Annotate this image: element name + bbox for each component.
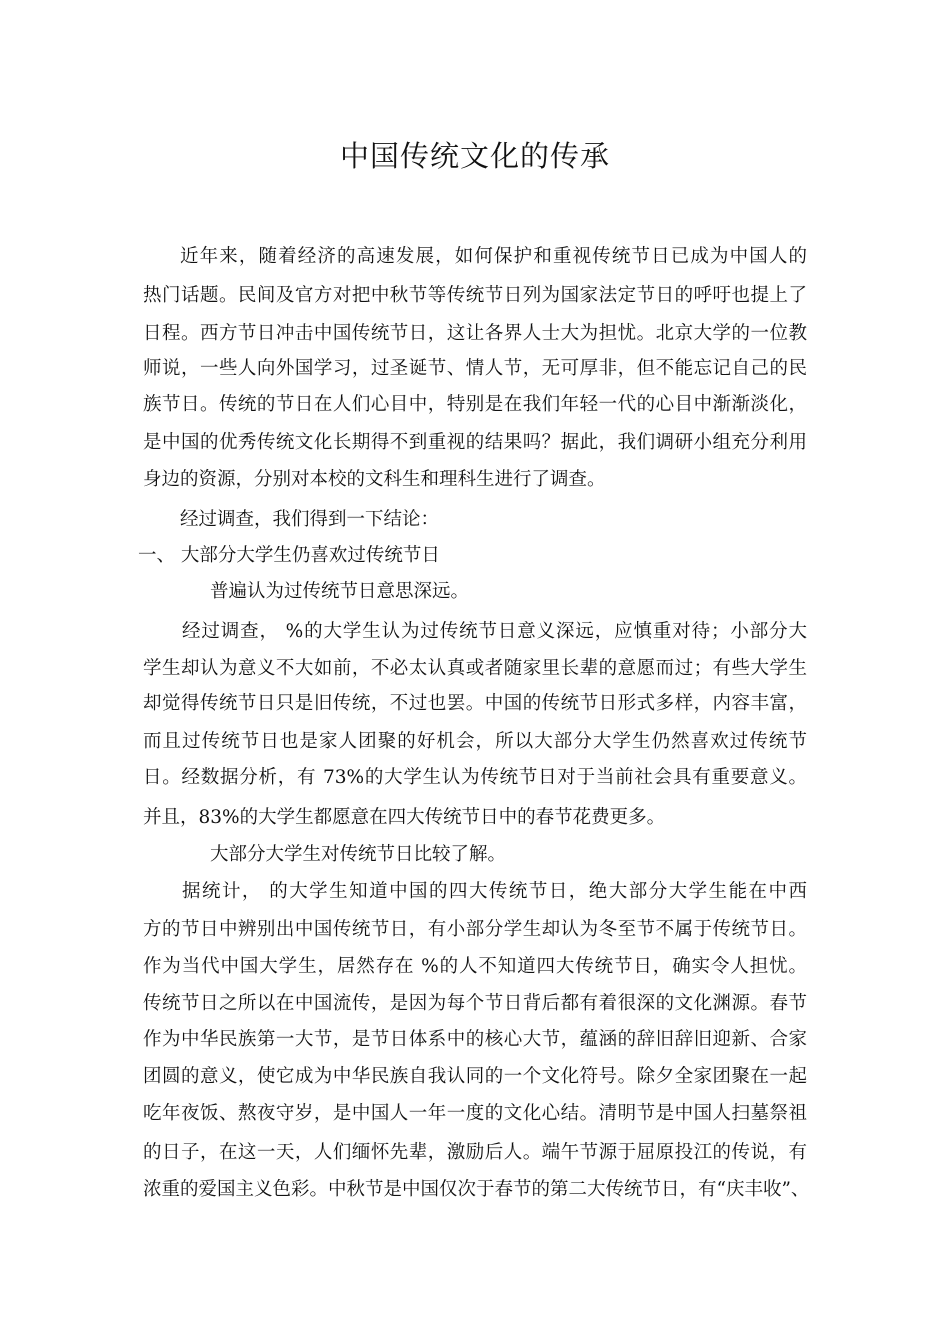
paragraph-line: 作为中华民族第一大节，是节日体系中的核心大节，蕴涵的辞旧辞旧迎新、合家	[143, 1029, 807, 1050]
subsection-heading: 普遍认为过传统节日意思深远。	[210, 581, 470, 602]
paragraph-line: 身边的资源，分别对本校的文科生和理科生进行了调查。	[143, 469, 606, 490]
paragraph-line: 并且，83%的大学生都愿意在四大传统节日中的春节花费更多。	[143, 807, 666, 828]
paragraph-line: 学生却认为意义不大如前，不必太认真或者随家里长辈的意愿而过；有些大学生	[143, 658, 807, 679]
subsection-heading: 大部分大学生对传统节日比较了解。	[210, 844, 507, 865]
paragraph-line: 族节日。传统的节日在人们心目中，特别是在我们年轻一代的心目中渐渐淡化，	[143, 394, 807, 415]
paragraph-line: 是中国的优秀传统文化长期得不到重视的结果吗？据此，我们调研小组充分利用	[143, 432, 807, 453]
paragraph-line: 浓重的爱国主义色彩。中秋节是中国仅次于春节的第二大传统节日，有“庆丰收”、	[143, 1179, 810, 1200]
paragraph-line: 经过调查，我们得到一下结论：	[180, 509, 440, 530]
paragraph-line: 据统计， 的大学生知道中国的四大传统节日，绝大部分大学生能在中西	[182, 881, 807, 902]
paragraph-line: 传统节日之所以在中国流传，是因为每个节日背后都有着很深的文化渊源。春节	[143, 993, 807, 1014]
paragraph-line: 经过调查， %的大学生认为过传统节日意义深远，应慎重对待；小部分大	[182, 621, 807, 642]
paragraph-line: 近年来，随着经济的高速发展，如何保护和重视传统节日已成为中国人的	[180, 246, 807, 267]
section-heading: 一、 大部分大学生仍喜欢过传统节日	[138, 545, 440, 566]
paragraph-line: 团圆的意义，使它成为中华民族自我认同的一个文化符号。除夕全家团聚在一起	[143, 1066, 807, 1087]
paragraph-line: 的日子，在这一天，人们缅怀先辈，激励后人。端午节源于屈原投江的传说，有	[143, 1142, 807, 1163]
paragraph-line: 却觉得传统节日只是旧传统，不过也罢。中国的传统节日形式多样，内容丰富，	[143, 693, 807, 714]
document-title: 中国传统文化的传承	[339, 139, 610, 173]
paragraph-line: 热门话题。民间及官方对把中秋节等传统节日列为国家法定节日的呼吁也提上了	[143, 285, 807, 306]
paragraph-line: 日程。西方节日冲击中国传统节日，这让各界人士大为担忧。北京大学的一位教	[143, 323, 807, 344]
paragraph-line: 师说，一些人向外国学习，过圣诞节、情人节，无可厚非，但不能忘记自己的民	[143, 358, 807, 379]
paragraph-line: 方的节日中辨别出中国传统节日，有小部分学生却认为冬至节不属于传统节日。	[143, 919, 807, 940]
paragraph-line: 吃年夜饭、熬夜守岁，是中国人一年一度的文化心结。清明节是中国人扫墓祭祖	[143, 1103, 807, 1124]
paragraph-line: 而且过传统节日也是家人团聚的好机会，所以大部分大学生仍然喜欢过传统节	[143, 731, 807, 752]
paragraph-line: 日。经数据分析，有 73%的大学生认为传统节日对于当前社会具有重要意义。	[143, 767, 807, 788]
paragraph-line: 作为当代中国大学生，居然存在 %的人不知道四大传统节日，确实令人担忧。	[143, 956, 807, 977]
